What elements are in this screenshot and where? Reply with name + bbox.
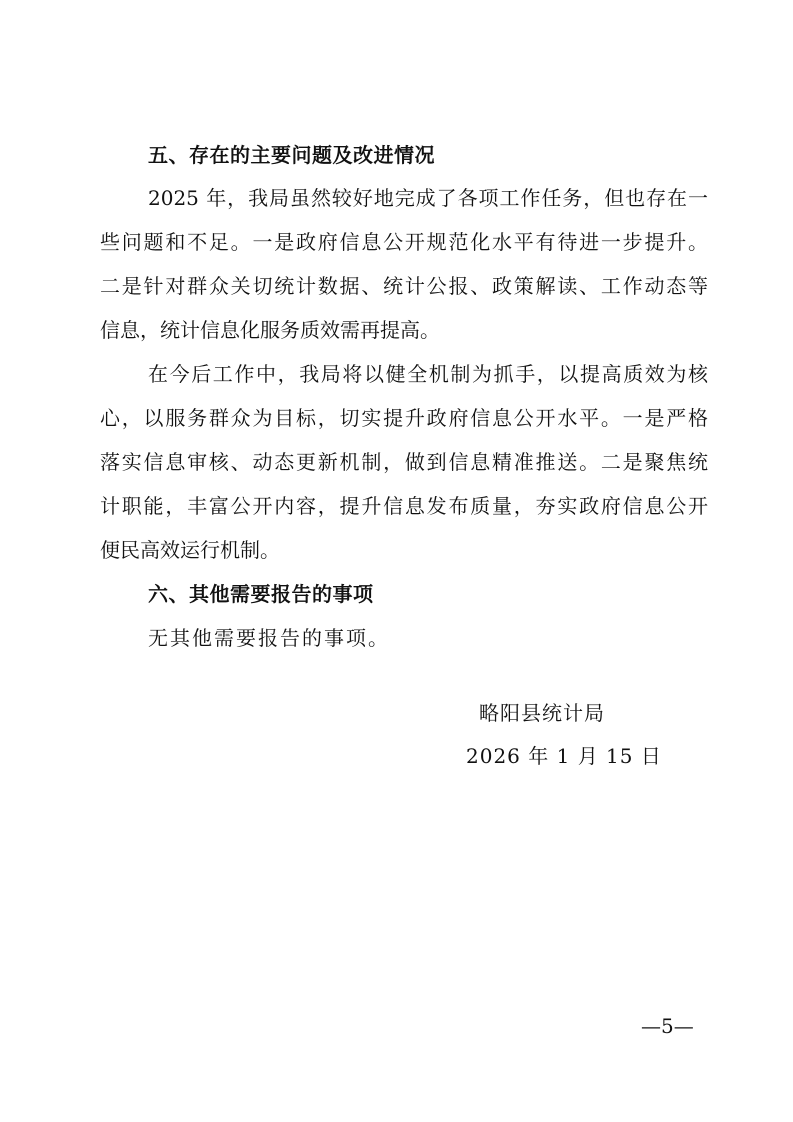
section5-heading: 五、存在的主要问题及改进情况 xyxy=(148,143,435,167)
section5-para2-line: 便民高效运行机制。 xyxy=(100,538,280,562)
page-number: —5— xyxy=(641,1014,694,1038)
section5-para1-line: 信息，统计信息化服务质效需再提高。 xyxy=(100,318,440,342)
section5-para1-line: 些问题和不足。一是政府信息公开规范化水平有待进一步提升。 xyxy=(100,230,708,254)
section5-para2-line: 心，以服务群众为目标，切实提升政府信息公开水平。一是严格 xyxy=(100,406,708,430)
signature-date: 2026 年 1 月 15 日 xyxy=(466,744,662,768)
section5-para2-line: 计职能，丰富公开内容，提升信息发布质量，夯实政府信息公开 xyxy=(100,494,708,518)
section5-para2-line: 落实信息审核、动态更新机制，做到信息精准推送。二是聚焦统 xyxy=(100,450,708,474)
section5-para1-line: 二是针对群众关切统计数据、统计公报、政策解读、工作动态等 xyxy=(100,274,708,298)
section6-heading: 六、其他需要报告的事项 xyxy=(148,582,374,606)
section5-para1-line: 2025 年，我局虽然较好地完成了各项工作任务，但也存在一 xyxy=(148,186,708,210)
section5-para2-line: 在今后工作中，我局将以健全机制为抓手，以提高质效为核 xyxy=(148,362,708,386)
signature-org: 略阳县统计局 xyxy=(479,701,605,725)
section6-body: 无其他需要报告的事项。 xyxy=(148,626,390,650)
